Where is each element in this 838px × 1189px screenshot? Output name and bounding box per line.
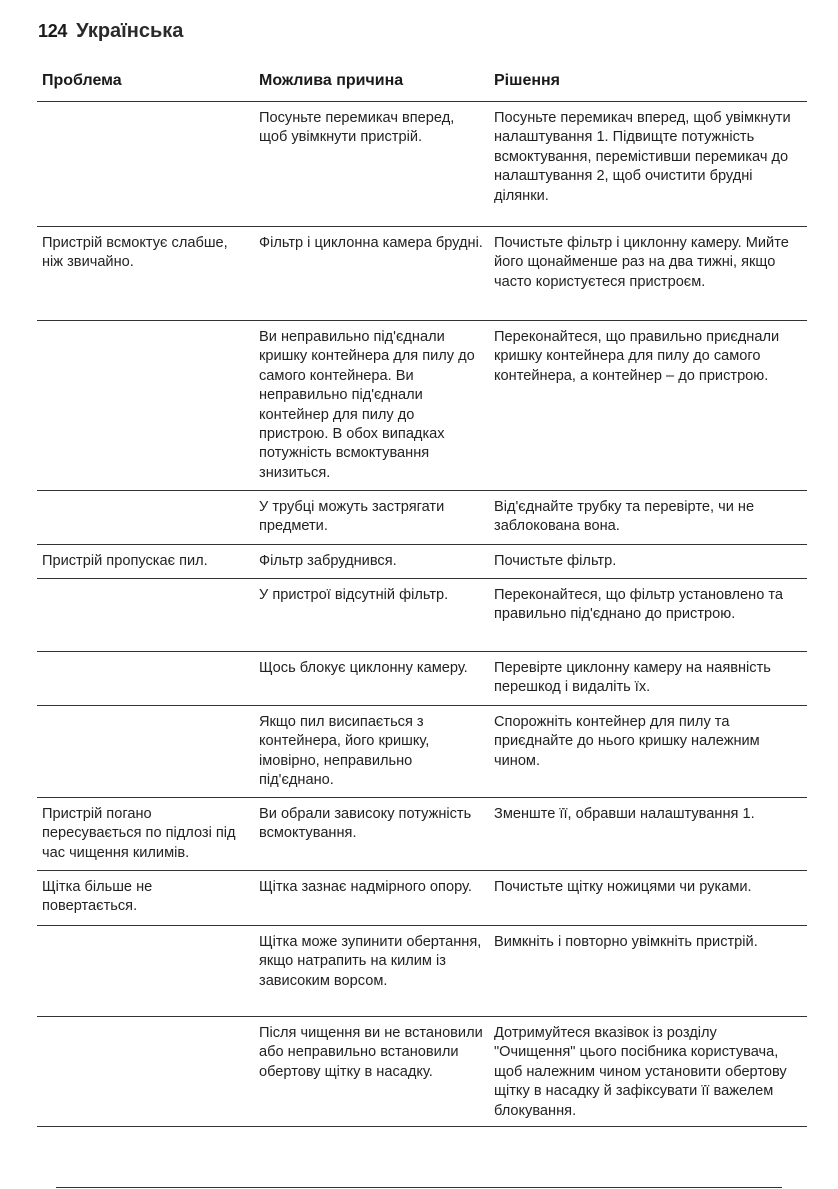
cause-cell: Після чищення ви не встановили або неправильно встановили обертову щітку в насадку.	[259, 1025, 483, 1080]
cause-cell: У трубці можуть застрягати предмети.	[259, 499, 445, 535]
table-row	[37, 544, 807, 578]
footer-divider	[56, 1187, 782, 1188]
problem-cell	[37, 1017, 255, 1126]
table-row	[37, 226, 807, 320]
cause-cell: Ви обрали зависоку потужність всмоктування.	[259, 806, 472, 842]
problem-cell	[37, 579, 255, 651]
cause-cell: Фільтр і циклонна камера брудні.	[259, 235, 483, 251]
solution-cell: Почистьте щітку ножицями чи руками.	[494, 879, 752, 895]
solution-cell: Зменште її, обравши налаштування 1.	[494, 806, 755, 822]
problem-cell: Пристрій пропускає пил.	[42, 553, 208, 569]
table-row	[37, 651, 807, 705]
troubleshooting-table	[37, 68, 807, 1127]
column-header-cause: Можлива причина	[259, 72, 404, 89]
problem-cell	[37, 652, 255, 705]
solution-cell: Від'єднайте трубку та перевірте, чи не заблокована вона.	[494, 499, 755, 535]
table-row	[37, 1016, 807, 1127]
page-number: 124	[38, 21, 68, 41]
column-header-solution: Рішення	[494, 72, 561, 89]
cause-cell: Щось блокує циклонну камеру.	[259, 660, 468, 676]
solution-cell: Посуньте перемикач вперед, щоб увімкнути налаштування 1. Підвищте потужність всмоктування, перемістивши перемикач до налаштування 2, щоб очистити брудні ділянки.	[494, 110, 791, 204]
solution-cell: Почистьте фільтр і циклонну камеру. Мийте його щонайменше раз на два тижні, якщо часто користуєтеся пристроєм.	[494, 235, 789, 290]
problem-cell	[37, 102, 255, 226]
cause-cell: Якщо пил висипається з контейнера, його кришку, імовірно, неправильно під'єднано.	[259, 714, 430, 789]
table-row	[37, 320, 807, 490]
table-row	[37, 797, 807, 870]
table-row	[37, 101, 807, 226]
table-row	[37, 925, 807, 1016]
solution-cell: Почистьте фільтр.	[494, 553, 617, 569]
problem-cell	[37, 321, 255, 490]
column-header-problem: Проблема	[42, 72, 122, 89]
problem-cell: Пристрій всмоктує слабше, ніж звичайно.	[42, 235, 228, 271]
problem-cell	[37, 491, 255, 544]
solution-cell: Спорожніть контейнер для пилу та приєднайте до нього кришку належним чином.	[494, 714, 760, 769]
page-language-title: Українська	[76, 20, 184, 42]
table-row	[37, 870, 807, 925]
table-row	[37, 490, 807, 544]
cause-cell: Щітка зазнає надмірного опору.	[259, 879, 472, 895]
cause-cell: Фільтр забруднився.	[259, 553, 397, 569]
cause-cell: Ви неправильно під'єднали кришку контейнера для пилу до самого контейнера. Ви неправильно під'єднали контейнер для пилу до пристрою. В обох випадках потужність всмоктування знизиться.	[259, 329, 475, 481]
table-row	[37, 705, 807, 797]
solution-cell: Переконайтеся, що фільтр установлено та правильно під'єднано до пристрою.	[494, 587, 784, 623]
solution-cell: Вимкніть і повторно увімкніть пристрій.	[494, 934, 758, 950]
cause-cell: У пристрої відсутній фільтр.	[259, 587, 449, 603]
cause-cell: Щітка може зупинити обертання, якщо натрапить на килим із зависоким ворсом.	[259, 934, 482, 989]
cause-cell: Посуньте перемикач вперед, щоб увімкнути пристрій.	[259, 110, 455, 146]
solution-cell: Дотримуйтеся вказівок із розділу "Очищення" цього посібника користувача, щоб належним чином установити обертову щітку в насадку й зафіксувати її важелем блокування.	[494, 1025, 787, 1119]
solution-cell: Перевірте циклонну камеру на наявність перешкод і видаліть їх.	[494, 660, 771, 696]
table-row	[37, 578, 807, 651]
problem-cell	[37, 706, 255, 797]
solution-cell: Переконайтеся, що правильно приєднали кришку контейнера для пилу до самого контейнера, а контейнер – до пристрою.	[494, 329, 780, 384]
problem-cell: Пристрій погано пересувається по підлозі під час чищення килимів.	[42, 806, 236, 861]
page-header	[38, 20, 183, 43]
problem-cell	[37, 926, 255, 1016]
table-header	[37, 68, 807, 101]
problem-cell: Щітка більше не повертається.	[42, 879, 153, 915]
